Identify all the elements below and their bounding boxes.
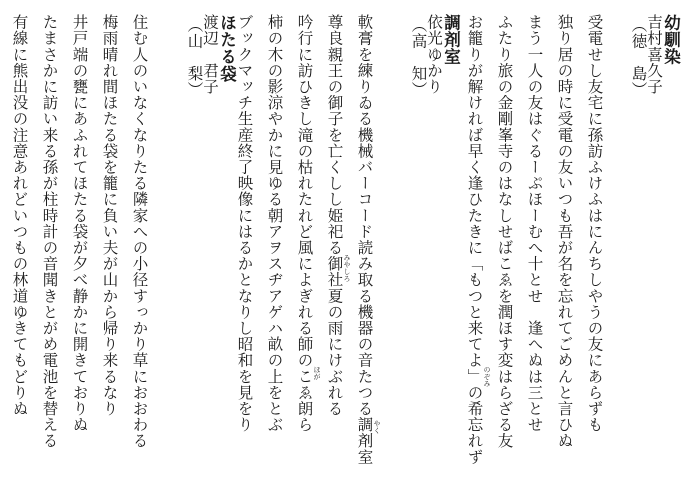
- ruby-annotation: ほが: [313, 366, 321, 380]
- poem-line: 受電せし友宅に孫訪ふけふはにんちしやうの友にあらずも: [585, 14, 604, 433]
- poem-line: 住む人のいなくなりたる隣家への小径すっかり草におおわる: [130, 14, 149, 449]
- section-title: 幼馴染: [661, 14, 681, 66]
- ruby-annotation: やく: [373, 420, 381, 434]
- ruby-annotation: のぞみ: [483, 366, 491, 387]
- poem-line: 独り居の時に受電の友いつも吾が名を忘れてごめんと言ひぬ: [555, 14, 574, 449]
- author-name: 渡辺 君子: [201, 14, 219, 95]
- poem-line: お籠りが解ければ早く逢ひたきに「もつと来てよ」の希忘れず: [465, 14, 484, 465]
- ruby-annotation: みやしろ: [343, 254, 351, 282]
- poem-line: ブックマッチ生産終了映像にはるかとなりし昭和を見をり: [235, 14, 254, 433]
- author-prefecture: （高 知）: [409, 17, 428, 98]
- poem-line: まう一人の友はぐるーぷほーむへ十とせ 逢へぬは三とせ: [525, 14, 544, 433]
- poem-line: 尊良親王の御子を亡くしし姫祀る御社夏の雨にけぶれる: [325, 14, 344, 417]
- author-prefecture: （山 梨）: [185, 17, 204, 98]
- section-title: 調剤室: [441, 14, 461, 66]
- poem-line: たまさかに訪い来る孫が柱時計の音聞きとがめ電池を替える: [40, 14, 59, 449]
- section-heading: [410, 14, 459, 464]
- poem-line: 軟膏を練りゐる機械バーコード読み取る機器の音たつる調剤室: [355, 14, 374, 465]
- poem-line: 井戸端の甕にあふれてほたる袋が夕べ静かに開きておりぬ: [70, 14, 89, 433]
- poem-line: 梅雨晴れ間ほたる袋を籠に負い夫が山から帰り来るなり: [100, 14, 119, 417]
- author-prefecture: （徳 島）: [629, 17, 648, 98]
- author-name: 依光ゆかり: [425, 14, 443, 95]
- section-heading: [186, 14, 235, 464]
- poem-line: 有線に熊出没の注意あれどいつもの林道ゆきてもどりぬ: [10, 14, 29, 417]
- author-name: 吉村喜久子: [645, 14, 663, 95]
- section-heading: [630, 14, 679, 464]
- poem-line: ふたり旅の金剛峯寺のはなしせばこゑを潤ほす変はらざる友: [495, 14, 514, 449]
- poem-line: 柿の木の影涼やかに見ゆる朝アヲスヂアゲハ畝の上をとぶ: [265, 14, 284, 433]
- poem-line: 吟行に訪ひきし滝の枯れたれど風によぎれる師のこゑ朗ら: [295, 14, 314, 433]
- section-title: ほたる袋: [217, 14, 237, 83]
